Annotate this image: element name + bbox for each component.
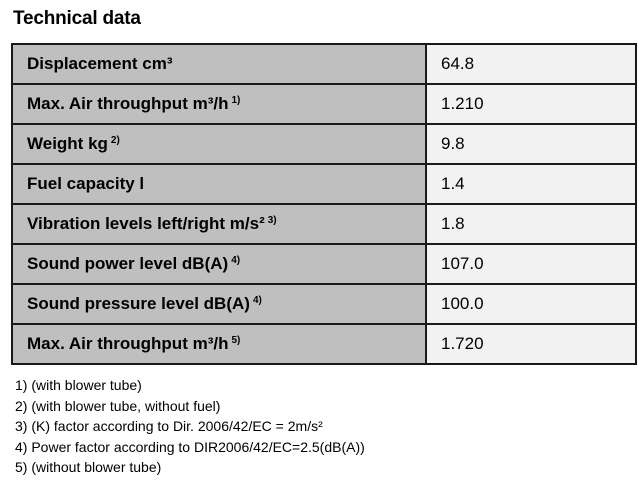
footnotes	[15, 375, 365, 478]
table-row	[12, 124, 636, 164]
row-label: Sound pressure level dB(A) $^{4)}$	[12, 284, 426, 324]
row-value: 107.0	[426, 244, 636, 284]
row-value: 1.210	[426, 84, 636, 124]
row-value: 64.8	[426, 44, 636, 84]
row-value: 100.0	[426, 284, 636, 324]
table-row	[12, 284, 636, 324]
table-row	[12, 84, 636, 124]
table-row	[12, 44, 636, 84]
footnote: 4) Power factor according to DIR2006/42/EC=2.5(dB(A))	[15, 438, 365, 455]
row-label: Max. Air throughput m³/h $^{5)}$	[12, 324, 426, 364]
footnote: 3) (K) factor according to Dir. 2006/42/EC = 2m/s²	[15, 418, 323, 434]
row-label: Displacement cm³	[12, 44, 426, 84]
table-row	[12, 204, 636, 244]
row-label: Fuel capacity l	[12, 164, 426, 204]
table-row	[12, 164, 636, 204]
table-row	[12, 244, 636, 284]
row-value: 1.8	[426, 204, 636, 244]
table-row	[12, 324, 636, 364]
footnote: 5) (without blower tube)	[15, 459, 162, 475]
row-label: Max. Air throughput m³/h $^{1)}$	[12, 84, 426, 124]
row-value: 1.720	[426, 324, 636, 364]
row-label: Vibration levels left/right m/s² $^{3)}$	[12, 204, 426, 244]
footnote: 2) (with blower tube, without fuel)	[15, 397, 221, 414]
page-title: Technical data	[13, 8, 141, 29]
row-label: Sound power level dB(A) $^{4)}$	[12, 244, 426, 284]
footnote: 1) (with blower tube)	[15, 377, 142, 393]
row-label: Weight kg $^{2)}$	[12, 124, 426, 164]
technical-data-table	[11, 43, 637, 365]
row-value: 1.4	[426, 164, 636, 204]
row-value: 9.8	[426, 124, 636, 164]
